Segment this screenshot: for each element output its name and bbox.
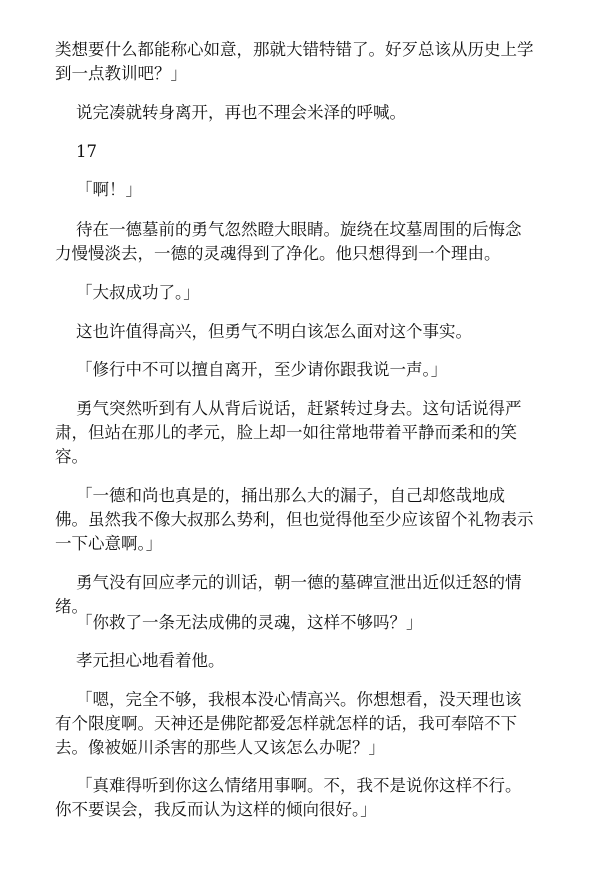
paragraph: 「嗯，完全不够，我根本没心情高兴。你想想看，没天理也该 有个限度啊。天神还是佛陀都爱怎样就怎样的话，我可奉陪不下 去。像被姬川杀害的那些人又该怎么办呢？」: [55, 690, 522, 757]
paragraph: 「啊！」: [55, 180, 142, 199]
paragraph: 「修行中不可以擅自离开，至少请你跟我说一声。」: [55, 360, 448, 379]
paragraph: 「大叔成功了。」: [55, 283, 200, 302]
paragraph: 「你救了一条无法成佛的灵魂，这样不够吗？」: [55, 613, 423, 632]
paragraph: 孝元担心地看着他。: [55, 651, 225, 670]
paragraph: 勇气没有回应孝元的训话，朝一德的墓碑宣泄出近似迁怒的情 绪。: [55, 573, 522, 616]
paragraph: 类想要什么都能称心如意，那就大错特错了。好歹总该从历史上学 到一点教训吧？」: [55, 40, 534, 83]
paragraph: 「一德和尚也真是的，捅出那么大的漏子，自己却悠哉地成 佛。虽然我不像大叔那么势利，但也觉得他至少应该留个礼物表示 一下心意啊。」: [55, 486, 534, 553]
chapter-number: 17: [55, 142, 97, 161]
paragraph: 勇气突然听到有人从背后说话，赶紧转过身去。这句话说得严 肃，但站在那儿的孝元，脸上却一如往常地带着平静而柔和的笑 容。: [55, 399, 522, 466]
paragraph: 待在一德墓前的勇气忽然瞪大眼睛。旋绕在坟墓周围的后悔念 力慢慢淡去，一德的灵魂得到了净化。他只想得到一个理由。: [55, 220, 522, 263]
paragraph: 说完凑就转身离开，再也不理会米泽的呼喊。: [55, 103, 406, 122]
paragraph: 「真难得听到你这么情绪用事啊。不，我不是说你这样不行。 你不要误会，我反而认为这样的倾向很好。」: [55, 776, 522, 819]
paragraph: 这也许值得高兴，但勇气不明白该怎么面对这个事实。: [55, 322, 472, 341]
